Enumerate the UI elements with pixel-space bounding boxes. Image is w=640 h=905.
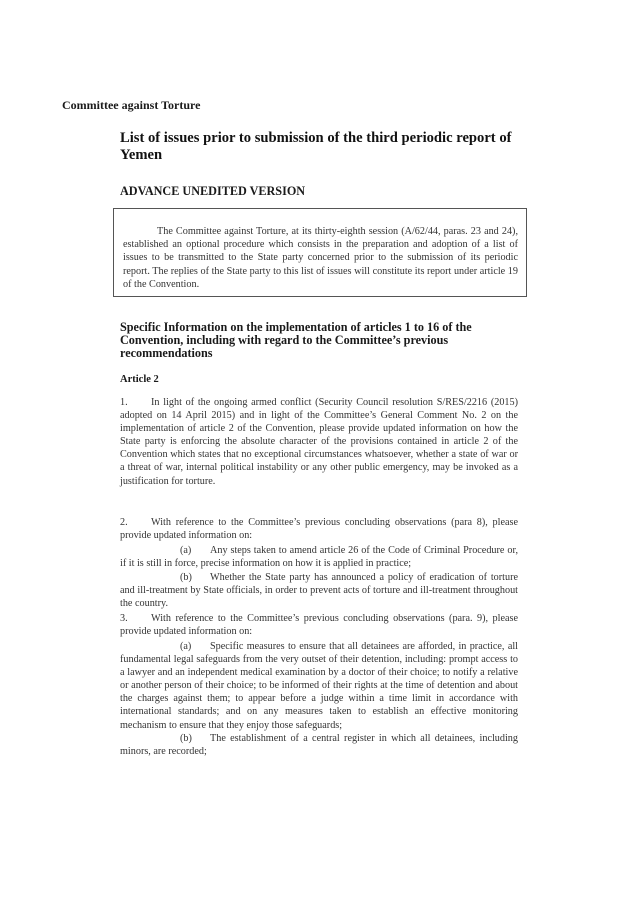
paragraph-number: 1. xyxy=(120,397,128,408)
paragraph-text: Any steps taken to amend article 26 of the Code of Criminal Procedure or, if it is still in force, precise information on how it is applied in practice; xyxy=(120,545,518,570)
subparagraph-label: (b) xyxy=(180,572,192,583)
paragraph-2 xyxy=(120,516,518,542)
paragraph-number: 3. xyxy=(120,613,128,624)
paragraph-1 xyxy=(120,396,518,488)
paragraph-text: The establishment of a central register in which all detainees, including minors, are recorded; xyxy=(120,733,518,758)
paragraph-2a xyxy=(120,544,518,570)
paragraph-2b xyxy=(120,571,518,610)
version-label: ADVANCE UNEDITED VERSION xyxy=(120,184,306,198)
procedure-note-text: The Committee against Torture, at its thirty-eighth session (A/62/44, paras. 23 and 24), established an optional procedure which consists in the preparation and adoption of a list of issues to be transmitted to the State party concerned prior to the submission of its periodic report. The replies of the State party to this list of issues will constitute its report under article 19 of the Convention. xyxy=(123,226,518,290)
subparagraph-label: (b) xyxy=(180,733,192,744)
paragraph-3a xyxy=(120,640,518,732)
subparagraph-label: (a) xyxy=(180,545,192,556)
paragraph-3b xyxy=(120,732,518,758)
paragraph-text: In light of the ongoing armed conflict (Security Council resolution S/RES/2216 (2015) adopted on 14 April 2015) and in light of the Committee’s General Comment No. 2 on the implementation of article 2 of the Convention, please provide updated information on how the State party is enforcing the absolute character of the provisions contained in article 2 of the Convention which states that no exceptional circumstances whatsoever, whether a state of war or a threat of war, internal political instability or any other public emergency, may be invoked as a justification for torture. xyxy=(120,397,518,487)
paragraph-text: With reference to the Committee’s previous concluding observations (para. 9), please provide updated information on: xyxy=(120,613,518,638)
paragraph-number: 2. xyxy=(120,517,128,528)
procedure-note-box xyxy=(113,208,527,297)
paragraph-text: Whether the State party has announced a policy of eradication of torture and ill-treatment by State officials, in order to prevent acts of torture and ill-treatment throughout the country. xyxy=(120,572,518,610)
article-heading: Article 2 xyxy=(120,374,159,385)
document-title: List of issues prior to submission of the third periodic report of Yemen xyxy=(120,130,512,163)
section-heading: Specific Information on the implementation of articles 1 to 16 of the Convention, including with regard to the Committee’s previous recommendations xyxy=(120,320,472,361)
subparagraph-label: (a) xyxy=(180,641,192,652)
paragraph-text: With reference to the Committee’s previous concluding observations (para 8), please provide updated information on: xyxy=(120,517,518,542)
committee-name: Committee against Torture xyxy=(62,98,201,112)
paragraph-3 xyxy=(120,612,518,638)
paragraph-text: Specific measures to ensure that all detainees are afforded, in practice, all fundamental legal safeguards from the very outset of their detention, including: prompt access to a lawyer and an independent medical examination by a doctor of their choice; to notify a relative or another person of their choice; to be informed of their rights at the time of detention and about the charges against them; to appear before a judge within a time limit in accordance with international standards; and on any measures taken to establish an effective monitoring mechanism to ensure that they enjoy those safeguards; xyxy=(120,641,518,731)
